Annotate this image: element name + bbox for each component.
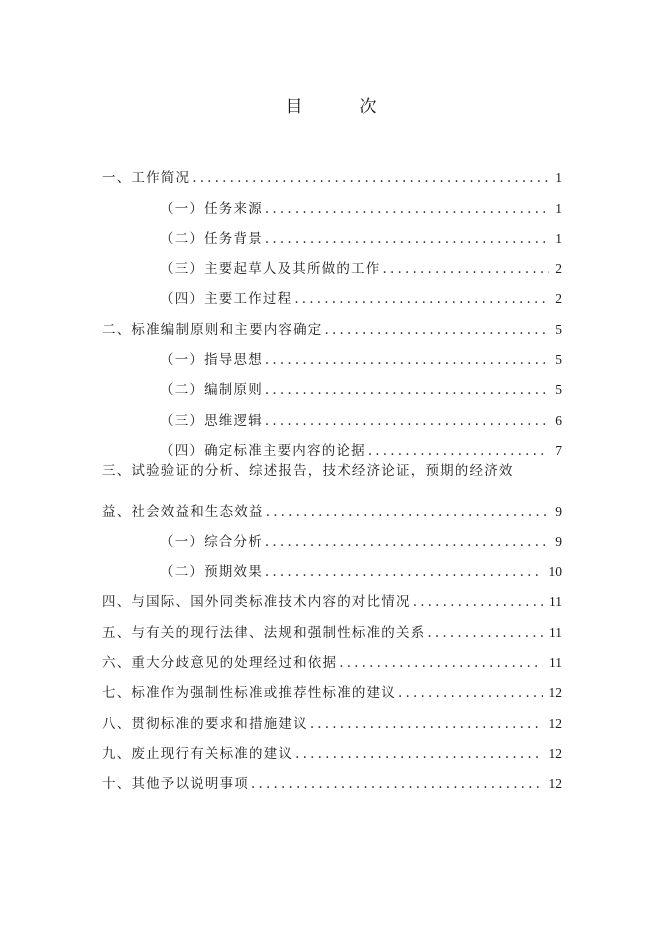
- toc-entry-label: （三）主要起草人及其所做的工作: [160, 261, 381, 278]
- toc-entry-label: 五、与有关的现行法律、法规和强制性标准的关系: [102, 624, 426, 641]
- toc-entry-label: 六、重大分歧意见的处理经过和依据: [102, 655, 338, 672]
- toc-entry-10[interactable]: [102, 762, 562, 792]
- toc-leader-dots: [265, 413, 549, 429]
- toc-page-number: 5: [555, 321, 562, 337]
- toc-entry-2[interactable]: [102, 307, 562, 337]
- toc-entry-1[interactable]: [102, 156, 562, 186]
- toc-page-number: 12: [548, 776, 562, 792]
- toc-entry-label: （四）确定标准主要内容的论据: [160, 442, 366, 459]
- toc-entry-label: 十、其他予以说明事项: [102, 776, 249, 793]
- toc-page-number: 2: [555, 291, 562, 307]
- toc-page-number: 11: [549, 624, 562, 640]
- toc-entry-2-3[interactable]: [102, 398, 562, 428]
- toc-entry-5[interactable]: [102, 610, 562, 640]
- toc-leader-dots: [265, 564, 543, 580]
- toc-leader-dots: [251, 776, 543, 792]
- toc-page-number: 10: [548, 564, 562, 580]
- toc-page-number: 12: [548, 685, 562, 701]
- toc-page-number: 9: [555, 503, 562, 519]
- toc-entry-4[interactable]: [102, 580, 562, 610]
- toc-entry-label: （一）指导思想: [160, 352, 263, 369]
- toc-leader-dots: [295, 746, 542, 762]
- toc-entry-1-2[interactable]: [102, 217, 562, 247]
- toc-page-number: 6: [555, 412, 562, 428]
- toc-entry-label: （二）预期效果: [160, 564, 263, 581]
- toc-entry-2-1[interactable]: [102, 338, 562, 368]
- toc-leader-dots: [265, 382, 549, 398]
- toc-entry-label: 九、废止现行有关标准的建议: [102, 745, 294, 762]
- toc-entry-7[interactable]: [102, 671, 562, 701]
- toc-entry-1-3[interactable]: [102, 247, 562, 277]
- toc-page-number: 5: [555, 352, 562, 368]
- toc-entry-1-4[interactable]: [102, 277, 562, 307]
- toc-page-number: 1: [555, 200, 562, 216]
- toc-entry-2-2[interactable]: [102, 368, 562, 398]
- toc-entry-6[interactable]: [102, 641, 562, 671]
- toc-entry-label: 七、标准作为强制性标准或推荐性标准的建议: [102, 685, 396, 702]
- toc-leader-dots: [265, 352, 549, 368]
- toc-leader-dots: [266, 504, 550, 520]
- toc-entry-label: 八、贯彻标准的要求和措施建议: [102, 715, 308, 732]
- toc-leader-dots: [310, 716, 543, 732]
- toc-entry-3-line1[interactable]: [102, 459, 562, 489]
- toc-entry-3-1[interactable]: [102, 520, 562, 550]
- toc-leader-dots: [383, 261, 550, 277]
- toc-entry-8[interactable]: [102, 701, 562, 731]
- toc-page-number: 7: [555, 442, 562, 458]
- toc-leader-dots: [398, 685, 543, 701]
- toc-page-number: 1: [555, 170, 562, 186]
- toc-entry-label: （一）综合分析: [160, 533, 263, 550]
- toc-entry-label: 益、社会效益和生态效益: [102, 503, 264, 520]
- toc-entry-label: 一、工作简况: [102, 170, 191, 187]
- toc-leader-dots: [265, 201, 549, 217]
- toc-entry-label: （一）任务来源: [160, 200, 263, 217]
- toc-leader-dots: [265, 231, 549, 247]
- toc-entry-label: （二）编制原则: [160, 382, 263, 399]
- toc-leader-dots: [325, 322, 550, 338]
- toc-entry-label: （四）主要工作过程: [160, 291, 293, 308]
- toc-leader-dots: [192, 170, 549, 186]
- toc-leader-dots: [265, 534, 549, 550]
- toc-entry-9[interactable]: [102, 732, 562, 762]
- toc-leader-dots: [368, 443, 549, 459]
- toc-page-number: 12: [548, 715, 562, 731]
- toc-leader-dots: [294, 291, 549, 307]
- toc-entry-label: （三）思维逻辑: [160, 412, 263, 429]
- toc-page-number: 1: [555, 230, 562, 246]
- toc-entry-label-line1: 三、试验验证的分析、综述报告，技术经济论证，预期的经济效: [102, 462, 514, 479]
- toc-entry-label: （二）任务背景: [160, 230, 263, 247]
- toc-page-number: 9: [555, 533, 562, 549]
- toc-leader-dots: [413, 594, 543, 610]
- toc-page-number: 2: [555, 261, 562, 277]
- toc-entry-label: 二、标准编制原则和主要内容确定: [102, 321, 323, 338]
- toc-entry-3-2[interactable]: [102, 550, 562, 580]
- toc-entry-1-1[interactable]: [102, 186, 562, 216]
- toc-entry-label: 四、与国际、国外同类标准技术内容的对比情况: [102, 594, 411, 611]
- toc-page-number: 5: [555, 382, 562, 398]
- table-of-contents: [102, 156, 562, 792]
- toc-title: 目 次: [285, 97, 397, 117]
- toc-page-number: 12: [548, 745, 562, 761]
- toc-entry-3[interactable]: [102, 489, 562, 519]
- toc-entry-2-4[interactable]: [102, 429, 562, 459]
- toc-page-number: 11: [549, 655, 562, 671]
- toc-page-number: 11: [549, 594, 562, 610]
- toc-leader-dots: [339, 655, 543, 671]
- toc-leader-dots: [427, 625, 543, 641]
